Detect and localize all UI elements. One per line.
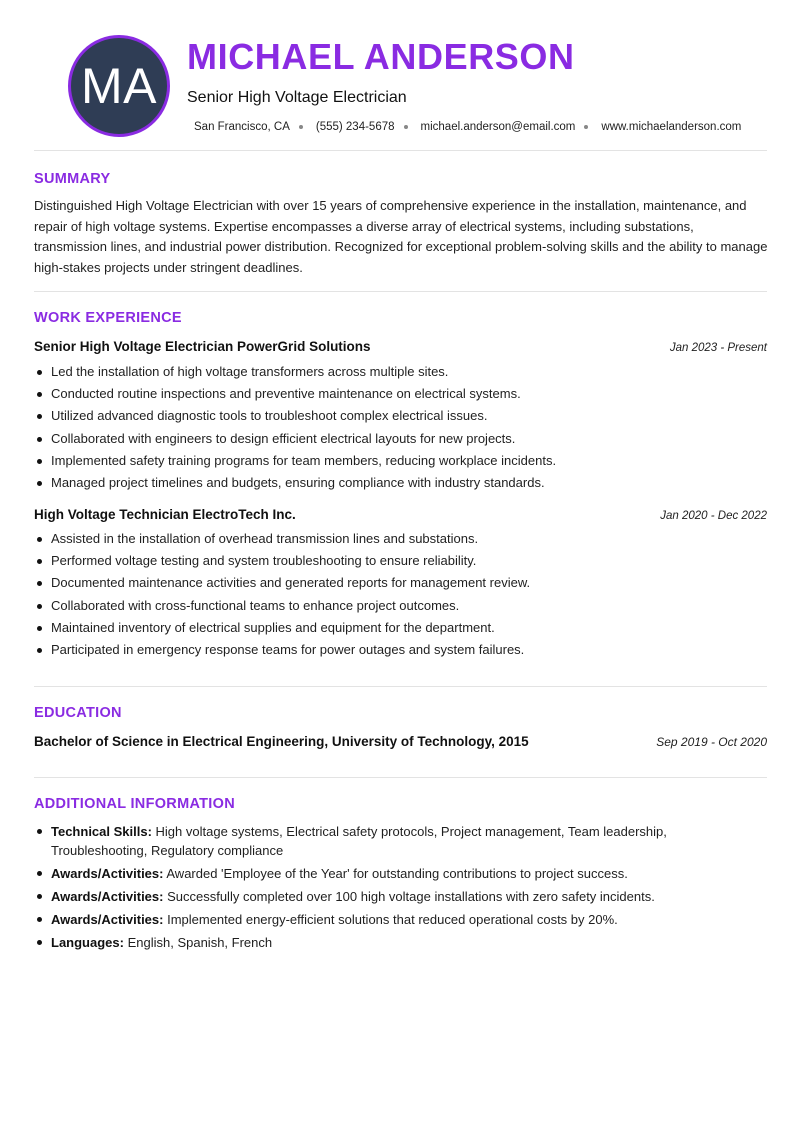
list-item: Assisted in the installation of overhead transmission lines and substations. bbox=[51, 528, 771, 550]
job-header bbox=[34, 339, 767, 354]
section-divider bbox=[34, 291, 767, 292]
list-item: Participated in emergency response teams for power outages and system failures. bbox=[51, 639, 771, 661]
item-text: High voltage systems, Electrical safety protocols, Project management, Team leadership, Troubleshooting, Regulatory compliance bbox=[51, 824, 667, 858]
contact-separator bbox=[584, 125, 588, 129]
candidate-name: MICHAEL ANDERSON bbox=[187, 36, 575, 77]
item-text: Awarded 'Employee of the Year' for outstanding contributions to project success. bbox=[163, 866, 628, 881]
education-entry bbox=[34, 734, 767, 749]
job-dates: Jan 2020 - Dec 2022 bbox=[660, 510, 767, 522]
contact-phone: (555) 234-5678 bbox=[315, 121, 395, 133]
list-item: Implemented safety training programs for team members, reducing workplace incidents. bbox=[51, 450, 771, 472]
contact-website[interactable]: www.michaelanderson.com bbox=[601, 121, 742, 133]
list-item: Conducted routine inspections and preventive maintenance on electrical systems. bbox=[51, 383, 771, 405]
additional-list bbox=[34, 822, 731, 956]
item-text: Successfully completed over 100 high voltage installations with zero safety incidents. bbox=[163, 889, 655, 904]
summary-text: Distinguished High Voltage Electrician with over 15 years of comprehensive experience in the installation, maintenance, and repair of high voltage systems. Expertise encompasses a diverse array of electrical systems, including substations, transmission lines, and industrial power distribution. Recognized for exceptional problem-solving skills and the ability to manage high-stakes projects under stringent deadlines. bbox=[34, 198, 768, 275]
list-item: Documented maintenance activities and generated reports for management review. bbox=[51, 572, 771, 594]
avatar-initials: MA bbox=[81, 58, 157, 114]
item-label: Awards/Activities: bbox=[51, 866, 164, 881]
list-item: Led the installation of high voltage transformers across multiple sites. bbox=[51, 361, 771, 383]
list-item: Performed voltage testing and system troubleshooting to ensure reliability. bbox=[51, 550, 771, 572]
education-degree: Bachelor of Science in Electrical Engineering, University of Technology, 2015 bbox=[34, 734, 529, 749]
job-bullets bbox=[34, 528, 771, 661]
item-label: Awards/Activities: bbox=[51, 912, 164, 927]
job-title: High Voltage Technician ElectroTech Inc. bbox=[34, 507, 296, 522]
list-item bbox=[51, 887, 731, 906]
list-item bbox=[51, 822, 731, 860]
experience-heading: WORK EXPERIENCE bbox=[34, 310, 182, 326]
list-item bbox=[51, 910, 731, 929]
list-item: Utilized advanced diagnostic tools to troubleshoot complex electrical issues. bbox=[51, 405, 771, 427]
item-label: Languages: bbox=[51, 935, 124, 950]
item-text: English, Spanish, French bbox=[123, 935, 273, 950]
job-bullets bbox=[34, 361, 771, 494]
contact-separator bbox=[404, 125, 408, 129]
item-label: Awards/Activities: bbox=[51, 889, 164, 904]
list-item bbox=[51, 864, 731, 883]
education-heading: EDUCATION bbox=[34, 705, 122, 721]
resume-header bbox=[34, 0, 767, 150]
list-item: Collaborated with cross-functional teams to enhance project outcomes. bbox=[51, 595, 771, 617]
education-dates: Sep 2019 - Oct 2020 bbox=[656, 735, 767, 749]
avatar bbox=[68, 35, 170, 137]
contact-separator bbox=[299, 125, 303, 129]
item-label: Technical Skills: bbox=[51, 824, 152, 839]
section-divider bbox=[34, 777, 767, 778]
list-item: Collaborated with engineers to design efficient electrical layouts for new projects. bbox=[51, 428, 771, 450]
candidate-title: Senior High Voltage Electrician bbox=[187, 89, 407, 106]
job-dates: Jan 2023 - Present bbox=[669, 342, 767, 354]
contact-line bbox=[194, 121, 741, 133]
contact-location: San Francisco, CA bbox=[194, 121, 290, 133]
section-divider bbox=[34, 686, 767, 687]
contact-email[interactable]: michael.anderson@email.com bbox=[420, 121, 576, 133]
item-text: Implemented energy-efficient solutions that reduced operational costs by 20%. bbox=[163, 912, 618, 927]
additional-heading: ADDITIONAL INFORMATION bbox=[34, 796, 235, 812]
job-header bbox=[34, 507, 767, 522]
list-item: Maintained inventory of electrical supplies and equipment for the department. bbox=[51, 617, 771, 639]
list-item bbox=[51, 933, 731, 952]
list-item: Managed project timelines and budgets, ensuring compliance with industry standards. bbox=[51, 472, 771, 494]
section-divider bbox=[34, 150, 767, 151]
summary-heading: SUMMARY bbox=[34, 171, 111, 187]
job-title: Senior High Voltage Electrician PowerGrid Solutions bbox=[34, 339, 371, 354]
